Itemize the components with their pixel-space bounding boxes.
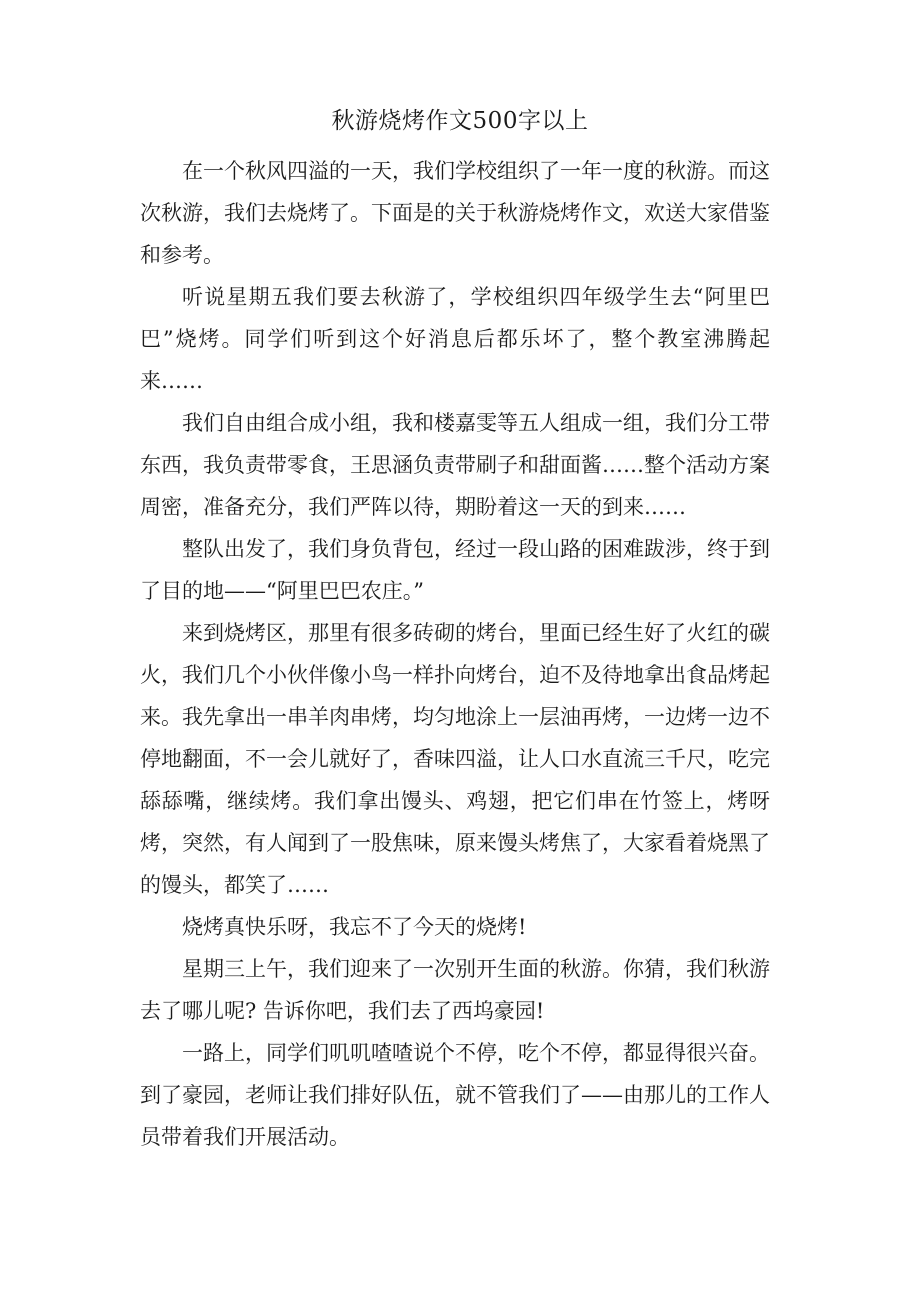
paragraph-5: 来到烧烤区，那里有很多砖砌的烤台，里面已经生好了火红的碳火，我们几个小伙伴像小鸟一样扑向烤台，迫不及待地拿出食品烤起来。我先拿出一串羊肉串烤，均匀地涂上一层油再烤，一边烤一边不停地翻面，不一会儿就好了，香味四溢，让人口水直流三千尺，吃完舔舔嘴，继续烤。我们拿出馒头、鸡翅，把它们串在竹签上，烤呀烤，突然，有人闻到了一股焦味，原来馒头烤焦了，大家看着烧黑了的馒头，都笑了…… (140, 621, 770, 897)
paragraph-8: 一路上，同学们叽叽喳喳说个不停，吃个不停，都显得很兴奋。到了豪园，老师让我们排好队伍，就不管我们了——由那儿的工作人员带着我们开展活动。 (140, 1041, 770, 1149)
paragraph-2: 听说星期五我们要去秋游了，学校组织四年级学生去“阿里巴巴”烧烤。同学们听到这个好消息后都乐坏了，整个教室沸腾起来…… (140, 285, 770, 393)
paragraph-4: 整队出发了，我们身负背包，经过一段山路的困难跋涉，终于到了目的地——“阿里巴巴农庄。” (140, 537, 770, 603)
paragraph-7: 星期三上午，我们迎来了一次别开生面的秋游。你猜，我们秋游去了哪儿呢? 告诉你吧，我们去了西坞豪园! (140, 957, 770, 1023)
paragraph-6: 烧烤真快乐呀，我忘不了今天的烧烤! (182, 915, 527, 939)
paragraph-3: 我们自由组合成小组，我和楼嘉雯等五人组成一组，我们分工带东西，我负责带零食，王思涵负责带刷子和甜面酱……整个活动方案周密，准备充分，我们严阵以待，期盼着这一天的到来…… (140, 411, 770, 519)
paragraph-1: 在一个秋风四溢的一天，我们学校组织了一年一度的秋游。而这次秋游，我们去烧烤了。下面是的关于秋游烧烤作文，欢送大家借鉴和参考。 (140, 159, 770, 267)
document-body (140, 150, 770, 1158)
document-title: 秋游烧烤作文500字以上 (331, 108, 589, 134)
